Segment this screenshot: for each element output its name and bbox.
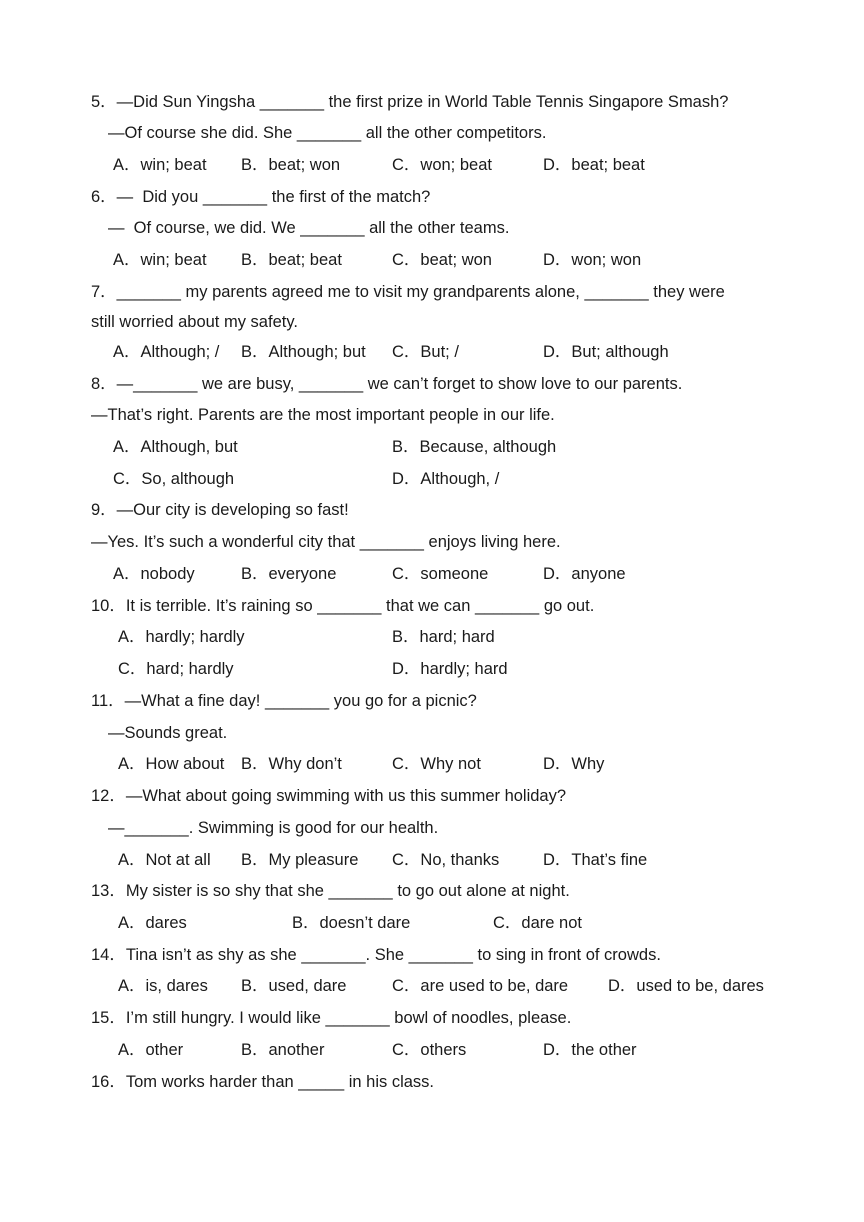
question-15-stem xyxy=(0,1006,864,1030)
option-d[interactable]: D．But; although xyxy=(543,343,669,361)
question-5-options xyxy=(0,153,864,177)
question-9-reply xyxy=(0,530,864,554)
question-9-stem xyxy=(0,498,864,522)
question-6-reply xyxy=(0,216,864,240)
option-b[interactable]: B．used, dare xyxy=(241,977,347,995)
option-a[interactable]: A．Although; / xyxy=(113,343,220,361)
option-c[interactable]: C．Why not xyxy=(392,755,481,773)
option-a[interactable]: A．Not at all xyxy=(118,851,211,869)
question-8-reply xyxy=(0,403,864,427)
option-b[interactable]: B．My pleasure xyxy=(241,851,359,869)
option-c[interactable]: C．So, although xyxy=(113,470,235,488)
option-c[interactable]: C．No, thanks xyxy=(392,851,500,869)
question-text: 10．It is terrible. It’s raining so _______ that we can _______ go out. xyxy=(91,597,595,615)
question-7-stem-cont xyxy=(0,310,864,334)
question-14-options xyxy=(0,974,864,998)
question-16-stem xyxy=(0,1070,864,1094)
question-12-options xyxy=(0,848,864,872)
question-10-options-row1 xyxy=(0,625,864,649)
question-text: —Sounds great. xyxy=(108,724,228,742)
option-d[interactable]: D．the other xyxy=(543,1041,637,1059)
question-text: — Of course, we did. We _______ all the other teams. xyxy=(108,219,510,237)
question-8-options-row2 xyxy=(0,467,864,491)
option-a[interactable]: A．win; beat xyxy=(113,156,207,174)
question-13-options xyxy=(0,911,864,935)
question-text: still worried about my safety. xyxy=(91,313,298,331)
question-12-reply xyxy=(0,816,864,840)
question-12-stem xyxy=(0,784,864,808)
question-8-stem xyxy=(0,372,864,396)
question-15-options xyxy=(0,1038,864,1062)
option-b[interactable]: B．Why don’t xyxy=(241,755,342,773)
option-b[interactable]: B．hard; hard xyxy=(392,628,495,646)
option-d[interactable]: D．won; won xyxy=(543,251,642,269)
question-9-options xyxy=(0,562,864,586)
question-text: —Yes. It’s such a wonderful city that _______ enjoys living here. xyxy=(91,533,561,551)
option-c[interactable]: C．are used to be, dare xyxy=(392,977,569,995)
question-10-stem xyxy=(0,594,864,618)
option-a[interactable]: A．win; beat xyxy=(113,251,207,269)
option-d[interactable]: D．used to be, dares xyxy=(608,977,764,995)
option-c[interactable]: C．others xyxy=(392,1041,467,1059)
option-b[interactable]: B．everyone xyxy=(241,565,337,583)
question-text: —_______. Swimming is good for our health. xyxy=(108,819,439,837)
question-text: 5．—Did Sun Yingsha _______ the first prize in World Table Tennis Singapore Smash? xyxy=(91,93,729,111)
option-a[interactable]: A．dares xyxy=(118,914,187,932)
option-c[interactable]: C．dare not xyxy=(493,914,582,932)
option-a[interactable]: A．How about xyxy=(118,755,225,773)
option-b[interactable]: B．doesn’t dare xyxy=(292,914,411,932)
question-7-stem xyxy=(0,280,864,304)
question-text: 15．I’m still hungry. I would like _______ bowl of noodles, please. xyxy=(91,1009,572,1027)
option-b[interactable]: B．Because, although xyxy=(392,438,557,456)
option-a[interactable]: A．nobody xyxy=(113,565,195,583)
question-text: 13．My sister is so shy that she _______ to go out alone at night. xyxy=(91,882,570,900)
option-d[interactable]: D．hardly; hard xyxy=(392,660,508,678)
option-c[interactable]: C．won; beat xyxy=(392,156,492,174)
question-text: —Of course she did. She _______ all the other competitors. xyxy=(108,124,547,142)
option-d[interactable]: D．beat; beat xyxy=(543,156,645,174)
question-14-stem xyxy=(0,943,864,967)
option-a[interactable]: A．Although, but xyxy=(113,438,238,456)
option-d[interactable]: D．That’s fine xyxy=(543,851,648,869)
question-11-options xyxy=(0,752,864,776)
option-b[interactable]: B．another xyxy=(241,1041,325,1059)
question-text: 6．— Did you _______ the first of the match? xyxy=(91,188,431,206)
option-a[interactable]: A．hardly; hardly xyxy=(118,628,245,646)
question-text: —That’s right. Parents are the most important people in our life. xyxy=(91,406,555,424)
question-7-options xyxy=(0,340,864,364)
option-d[interactable]: D．Why xyxy=(543,755,605,773)
question-10-options-row2 xyxy=(0,657,864,681)
option-c[interactable]: C．But; / xyxy=(392,343,459,361)
question-text: 7．_______ my parents agreed me to visit my grandparents alone, _______ they were xyxy=(91,283,725,301)
question-8-options-row1 xyxy=(0,435,864,459)
option-c[interactable]: C．hard; hardly xyxy=(118,660,234,678)
question-6-options xyxy=(0,248,864,272)
question-text: 8．—_______ we are busy, _______ we can’t forget to show love to our parents. xyxy=(91,375,683,393)
option-b[interactable]: B．beat; beat xyxy=(241,251,342,269)
option-b[interactable]: B．Although; but xyxy=(241,343,366,361)
question-6-stem xyxy=(0,185,864,209)
question-text: 12．—What about going swimming with us this summer holiday? xyxy=(91,787,567,805)
question-11-reply xyxy=(0,721,864,745)
question-13-stem xyxy=(0,879,864,903)
option-d[interactable]: D．Although, / xyxy=(392,470,500,488)
option-d[interactable]: D．anyone xyxy=(543,565,626,583)
question-text: 11．—What a fine day! _______ you go for a picnic? xyxy=(91,692,477,710)
option-c[interactable]: C．someone xyxy=(392,565,489,583)
question-5-reply xyxy=(0,121,864,145)
option-a[interactable]: A．is, dares xyxy=(118,977,208,995)
question-text: 14．Tina isn’t as shy as she _______. She _______ to sing in front of crowds. xyxy=(91,946,661,964)
question-11-stem xyxy=(0,689,864,713)
question-text: 9．—Our city is developing so fast! xyxy=(91,501,349,519)
option-a[interactable]: A．other xyxy=(118,1041,184,1059)
question-5-stem xyxy=(0,90,864,114)
option-b[interactable]: B．beat; won xyxy=(241,156,341,174)
option-c[interactable]: C．beat; won xyxy=(392,251,492,269)
question-text: 16．Tom works harder than _____ in his class. xyxy=(91,1073,435,1091)
